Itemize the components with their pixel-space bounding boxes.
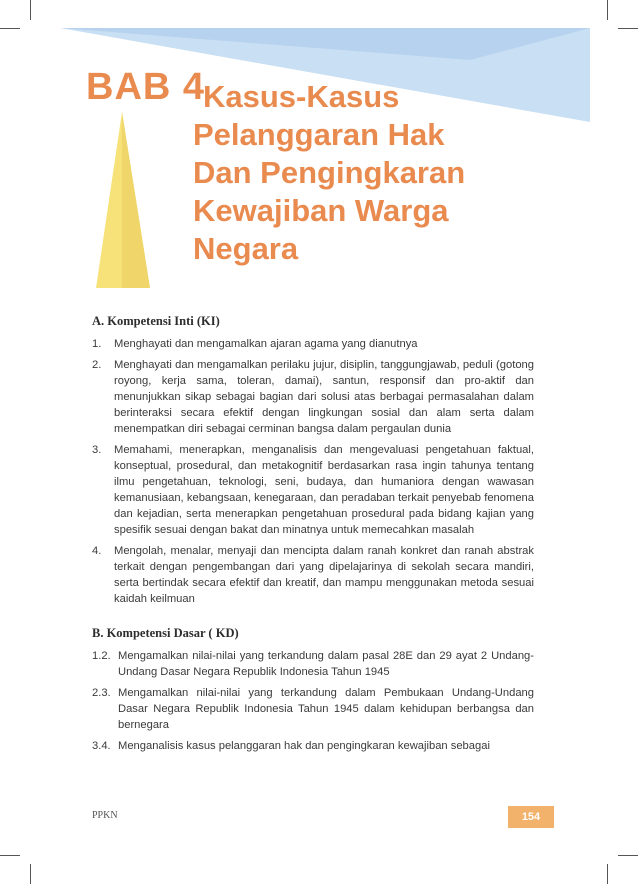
item-text: Menghayati dan mengamalkan perilaku jujur, disiplin, tanggungjawab, peduli (gotong royong, kerja sama, toleran, damai), santun, responsif dan pro-aktif dan menunjukkan sikap sebagai bagian dari solusi atas berbagai permasalahan dalam berinteraksi secara efektif dengan lingkungan sosial dan alam serta dalam menempatkan diri sebagai cerminan bangsa dalam pergaulan dunia xyxy=(114,359,534,435)
list-item xyxy=(92,357,534,437)
list-item xyxy=(92,685,534,733)
section-a-heading: A. Kompetensi Inti (KI) xyxy=(92,314,220,328)
list-item xyxy=(92,336,534,352)
item-text: Menghayati dan mengamalkan ajaran agama yang dianutnya xyxy=(114,338,418,350)
title-line: Dan Pengingkaran xyxy=(193,155,466,190)
crop-mark xyxy=(30,864,31,884)
title-line: Pelanggaran Hak xyxy=(193,117,445,152)
list-item xyxy=(92,648,534,680)
title-line: Kasus-Kasus xyxy=(203,79,400,114)
chapter-title xyxy=(193,78,573,268)
item-number: 3. xyxy=(92,444,102,456)
item-text: Menganalisis kasus pelanggaran hak dan pengingkaran kewajiban sebagai xyxy=(118,740,490,752)
page-number-badge: 154 xyxy=(508,806,554,828)
item-number: 2.3. xyxy=(92,687,111,699)
list-item xyxy=(92,442,534,538)
section-b-heading: B. Kompetensi Dasar ( KD) xyxy=(92,626,239,640)
title-line: Negara xyxy=(193,231,299,266)
list-item xyxy=(92,738,534,754)
item-text: Mengamalkan nilai-nilai yang terkandung dalam Pembukaan Undang-Undang Dasar Negara Republik Indonesia Tahun 1945 dalam kehidupan berbangsa dan bernegara xyxy=(118,687,534,731)
item-number: 2. xyxy=(92,359,102,371)
list-item xyxy=(92,543,534,607)
main-content xyxy=(92,314,534,759)
item-number: 1. xyxy=(92,338,102,350)
item-number: 3.4. xyxy=(92,740,111,752)
item-text: Mengamalkan nilai-nilai yang terkandung dalam pasal 28E dan 29 ayat 2 Undang- Undang Dasar Negara Republik Indonesia Tahun 1945 xyxy=(118,650,534,678)
item-text: Mengolah, menalar, menyaji dan mencipta dalam ranah konkret dan ranah abstrak terkait dengan pengembangan dari yang dipelajarinya di sekolah secara mandiri, serta bertindak secara efektif dan kreatif, dan mampu menggunakan metoda sesuai kaidah keilmuan xyxy=(114,545,534,605)
crop-mark xyxy=(0,855,20,856)
item-number: 4. xyxy=(92,545,102,557)
crop-mark xyxy=(618,855,638,856)
crop-mark xyxy=(607,864,608,884)
chapter-label: BAB 4 xyxy=(86,66,206,108)
title-line: Kewajiban Warga xyxy=(193,193,449,228)
footer-subject: PPKN xyxy=(92,810,118,821)
item-number: 1.2. xyxy=(92,650,111,662)
item-text: Memahami, menerapkan, menganalisis dan mengevaluasi pengetahuan faktual, konseptual, prosedural, dan metakognitif berdasarkan rasa ingin tahunya tentang ilmu pengetahuan, teknologi, seni, budaya, dan humaniora dengan wawasan kemanusiaan, kebangsaan, kenegaraan, dan peradaban terkait penyebab fenomena dan kejadian, serta menerapkan pengetahuan prosedural pada bidang kajian yang spesifik sesuai dengan bakat dan minatnya untuk memecahkan masalah xyxy=(114,444,534,536)
